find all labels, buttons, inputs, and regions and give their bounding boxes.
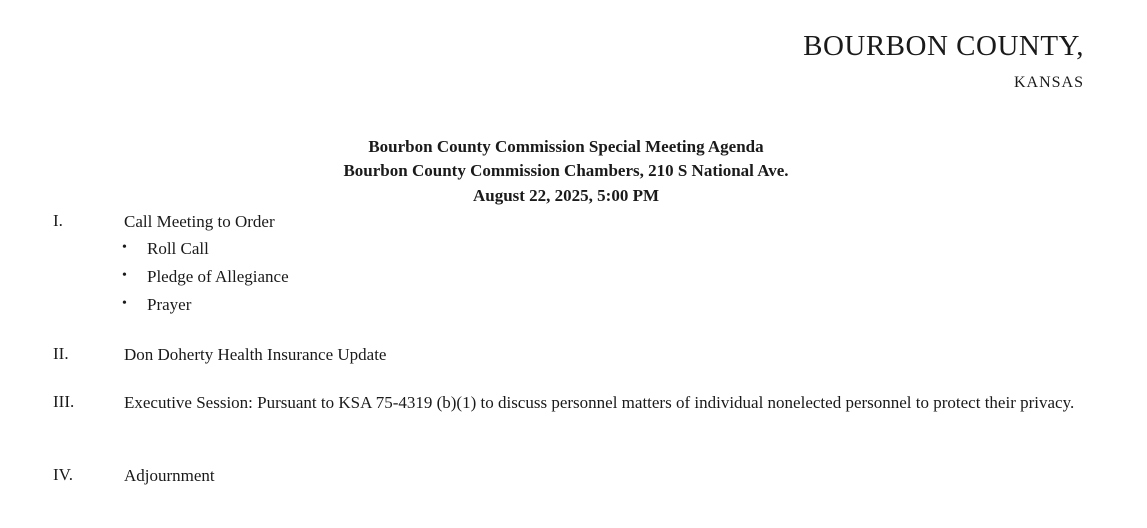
bullet-icon: • xyxy=(122,240,127,255)
agenda-item-numeral: I. xyxy=(53,211,63,230)
agenda-item-text: Call Meeting to Order xyxy=(124,212,275,231)
agenda-item-text: Don Doherty Health Insurance Update xyxy=(124,345,387,364)
agenda-location: Bourbon County Commission Chambers, 210 S National Ave. xyxy=(343,161,789,180)
agenda-title: Bourbon County Commission Special Meeting Agenda xyxy=(368,137,764,156)
agenda-item-numeral: III. xyxy=(53,392,75,411)
agenda-subitem-text: Roll Call xyxy=(147,239,209,258)
agenda-subitem-text: Prayer xyxy=(147,295,192,314)
agenda-item-numeral: II. xyxy=(53,344,69,363)
agenda-item-numeral: IV. xyxy=(53,465,73,484)
bullet-icon: • xyxy=(122,268,127,283)
bullet-icon: • xyxy=(122,296,127,311)
agenda-item-text: Executive Session: Pursuant to KSA 75-4319 (b)(1) to discuss personnel matters of individual nonelected personnel to protect their privacy. xyxy=(124,393,1075,412)
agenda-subitem-text: Pledge of Allegiance xyxy=(147,267,289,286)
county-title: BOURBON COUNTY, xyxy=(803,30,1084,62)
agenda-datetime: August 22, 2025, 5:00 PM xyxy=(472,186,660,205)
agenda-item-text: Adjournment xyxy=(124,466,215,485)
county-state: KANSAS xyxy=(1013,74,1084,91)
